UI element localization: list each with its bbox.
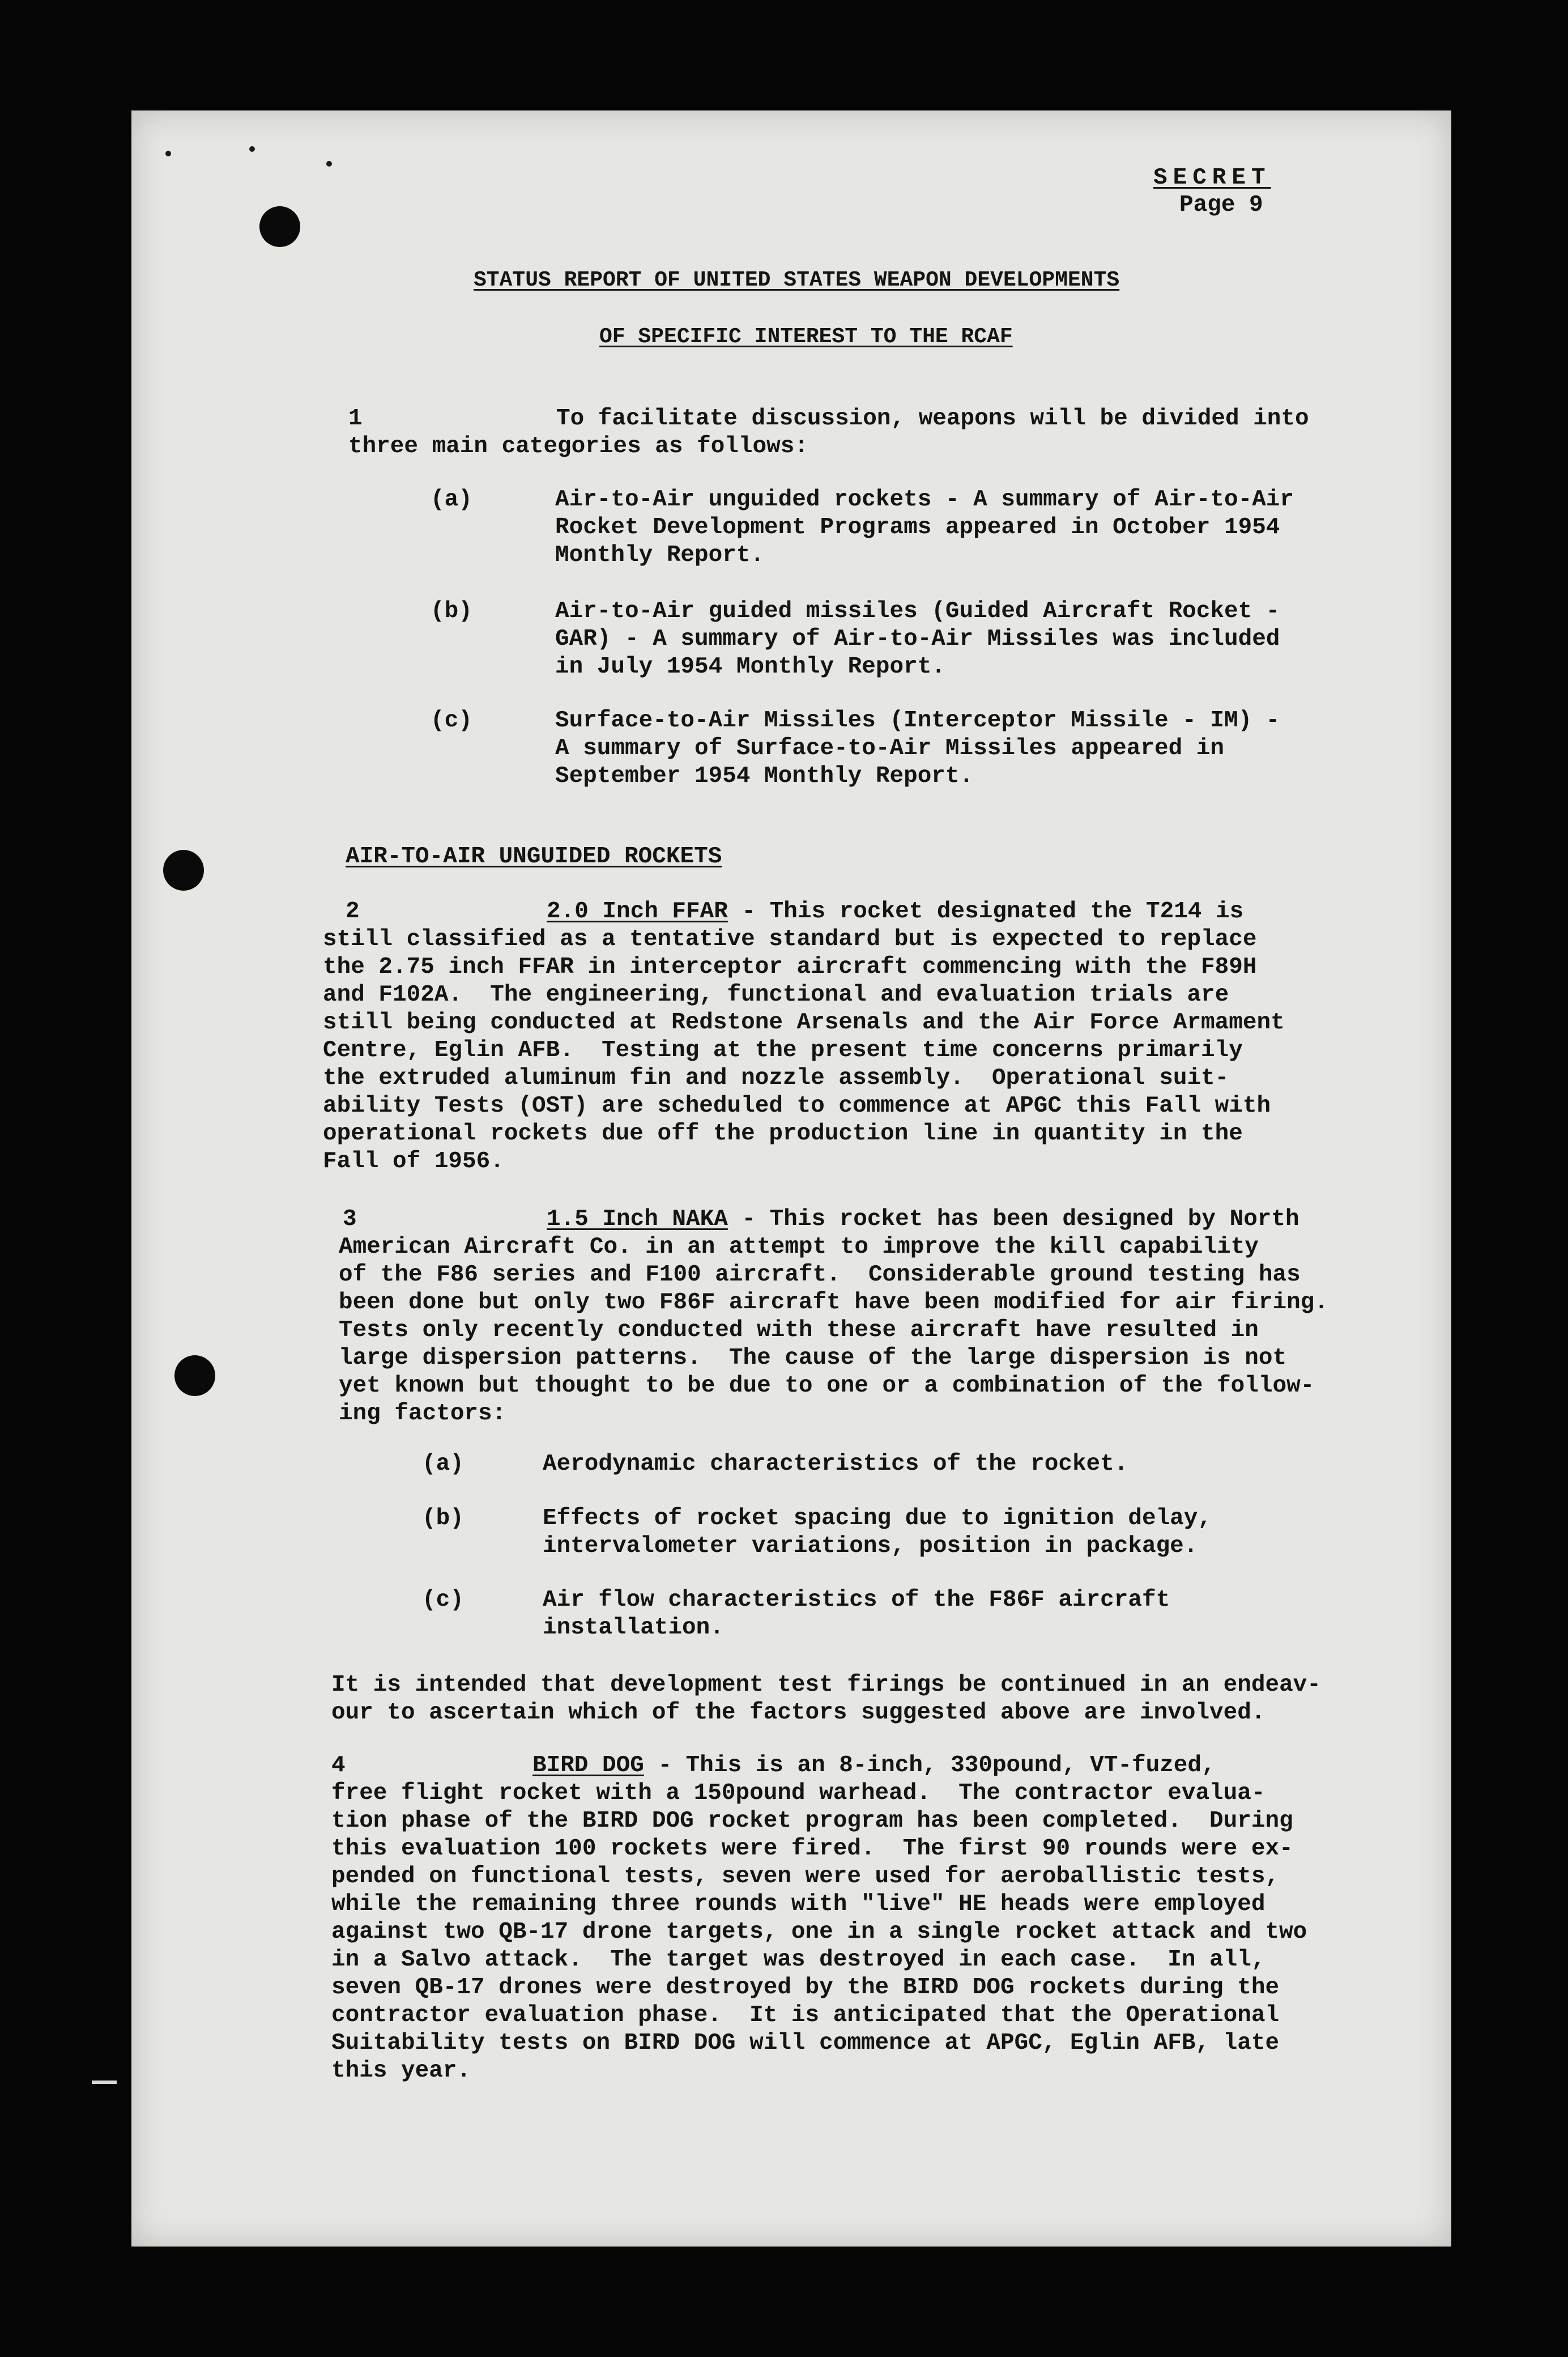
list-item-text: September 1954 Monthly Report.	[555, 763, 974, 789]
punch-hole-top	[259, 206, 300, 247]
paragraph-text: - This rocket has been designed by North	[727, 1206, 1299, 1232]
paragraph-text: against two QB-17 drone targets, one in a single rocket attack and two	[331, 1919, 1307, 1945]
paragraph-number: 3	[343, 1206, 357, 1232]
paragraph-text: large dispersion patterns. The cause of the large dispersion is not	[339, 1345, 1287, 1371]
paragraph-number: 1	[348, 406, 363, 432]
paragraph-text: been done but only two F86F aircraft have been modified for air firing.	[339, 1290, 1328, 1316]
paragraph-text: It is intended that development test firings be continued in an endeav-	[331, 1672, 1321, 1698]
paragraph-text: - This rocket designated the T214 is	[727, 899, 1244, 925]
list-item-text: Monthly Report.	[555, 542, 765, 568]
paragraph-number: 2	[346, 899, 360, 925]
section-heading: AIR-TO-AIR UNGUIDED ROCKETS	[346, 844, 722, 870]
paragraph-text: - This is an 8-inch, 330pound, VT-fuzed,	[644, 1752, 1216, 1779]
paragraph-subject: 2.0 Inch FFAR	[547, 899, 728, 925]
paragraph-text: pended on functional tests, seven were used for aeroballistic tests,	[331, 1864, 1280, 1890]
paragraph-text: Suitability tests on BIRD DOG will commence at APGC, Eglin AFB, late	[331, 2030, 1280, 2056]
paragraph-text: seven QB-17 drones were destroyed by the BIRD DOG rockets during the	[331, 1975, 1280, 2001]
list-item-text: GAR) - A summary of Air-to-Air Missiles was included	[555, 626, 1280, 652]
paragraph-text: free flight rocket with a 150pound warhead. The contractor evalua-	[331, 1780, 1266, 1806]
list-label: (a)	[422, 1451, 464, 1477]
list-item-text: Air-to-Air unguided rockets - A summary of Air-to-Air	[555, 487, 1294, 513]
document-title-line1: STATUS REPORT OF UNITED STATES WEAPON DEVELOPMENTS	[474, 268, 1120, 292]
paragraph-text: while the remaining three rounds with "live" HE heads were employed	[331, 1891, 1266, 1917]
list-item-text: Effects of rocket spacing due to ignition delay,	[543, 1505, 1212, 1531]
film-mark	[92, 2081, 117, 2084]
paragraph-first-line	[532, 1752, 1216, 1780]
paragraph-subject: BIRD DOG	[532, 1752, 644, 1779]
list-item-text: in July 1954 Monthly Report.	[555, 654, 945, 680]
list-label: (a)	[431, 487, 472, 513]
paragraph-text: still classified as a tentative standard but is expected to replace	[323, 926, 1257, 952]
paragraph-text: operational rockets due off the production line in quantity in the	[323, 1121, 1243, 1147]
punch-hole-middle	[163, 850, 204, 891]
list-item-text: Rocket Development Programs appeared in October 1954	[555, 514, 1280, 541]
paragraph-text: To facilitate discussion, weapons will be divided into	[556, 406, 1309, 432]
paragraph-text: tion phase of the BIRD DOG rocket program has been completed. During	[331, 1808, 1293, 1834]
list-item-text: Air flow characteristics of the F86F aircraft	[543, 1587, 1170, 1613]
paragraph-text: American Aircraft Co. in an attempt to improve the kill capability	[339, 1234, 1259, 1260]
paragraph-text: Fall of 1956.	[323, 1148, 504, 1175]
paragraph-text: our to ascertain which of the factors suggested above are involved.	[331, 1700, 1266, 1726]
paragraph-text: this evaluation 100 rockets were fired. The first 90 rounds were ex-	[331, 1836, 1293, 1862]
paragraph-text: the 2.75 inch FFAR in interceptor aircraft commencing with the F89H	[323, 954, 1257, 980]
paragraph-text: Tests only recently conducted with these aircraft have resulted in	[339, 1317, 1259, 1343]
paragraph-text: three main categories as follows:	[348, 433, 808, 460]
document-title-line2: OF SPECIFIC INTEREST TO THE RCAF	[599, 325, 1013, 349]
paragraph-first-line	[547, 898, 1243, 926]
paragraph-text: Centre, Eglin AFB. Testing at the present time concerns primarily	[323, 1037, 1243, 1063]
paragraph-subject: 1.5 Inch NAKA	[547, 1206, 728, 1232]
paragraph-text: in a Salvo attack. The target was destroyed in each case. In all,	[331, 1947, 1266, 1973]
list-item-text: A summary of Surface-to-Air Missiles appeared in	[555, 735, 1224, 761]
list-item-text: installation.	[543, 1615, 724, 1641]
page-number: Page 9	[1179, 192, 1263, 218]
paragraph-text: ing factors:	[339, 1401, 506, 1427]
list-item-text: Surface-to-Air Missiles (Interceptor Missile - IM) -	[555, 708, 1280, 734]
list-item-text: Aerodynamic characteristics of the rocket.	[543, 1451, 1128, 1477]
paragraph-text: yet known but thought to be due to one or a combination of the follow-	[339, 1373, 1315, 1399]
paragraph-text: contractor evaluation phase. It is anticipated that the Operational	[331, 2002, 1280, 2028]
list-label: (b)	[422, 1505, 464, 1531]
paragraph-text: this year.	[331, 2058, 471, 2084]
list-item-text: intervalometer variations, position in package.	[543, 1533, 1198, 1559]
list-label: (c)	[431, 708, 472, 734]
paragraph-text: the extruded aluminum fin and nozzle assembly. Operational suit-	[323, 1065, 1229, 1091]
list-item-text: Air-to-Air guided missiles (Guided Aircraft Rocket -	[555, 598, 1280, 624]
list-label: (c)	[422, 1587, 464, 1613]
speck	[249, 146, 255, 152]
paragraph-number: 4	[331, 1752, 346, 1779]
paragraph-text: ability Tests (OST) are scheduled to commence at APGC this Fall with	[323, 1093, 1271, 1119]
classification-mark: SECRET	[1153, 165, 1271, 191]
paragraph-text: still being conducted at Redstone Arsenals and the Air Force Armament	[323, 1010, 1285, 1036]
punch-hole-lower	[174, 1355, 215, 1396]
paragraph-first-line	[547, 1206, 1299, 1233]
paragraph-text: and F102A. The engineering, functional and evaluation trials are	[323, 982, 1229, 1008]
speck	[165, 151, 171, 156]
list-label: (b)	[431, 598, 472, 624]
speck	[326, 161, 332, 167]
paragraph-text: of the F86 series and F100 aircraft. Considerable ground testing has	[339, 1262, 1301, 1288]
